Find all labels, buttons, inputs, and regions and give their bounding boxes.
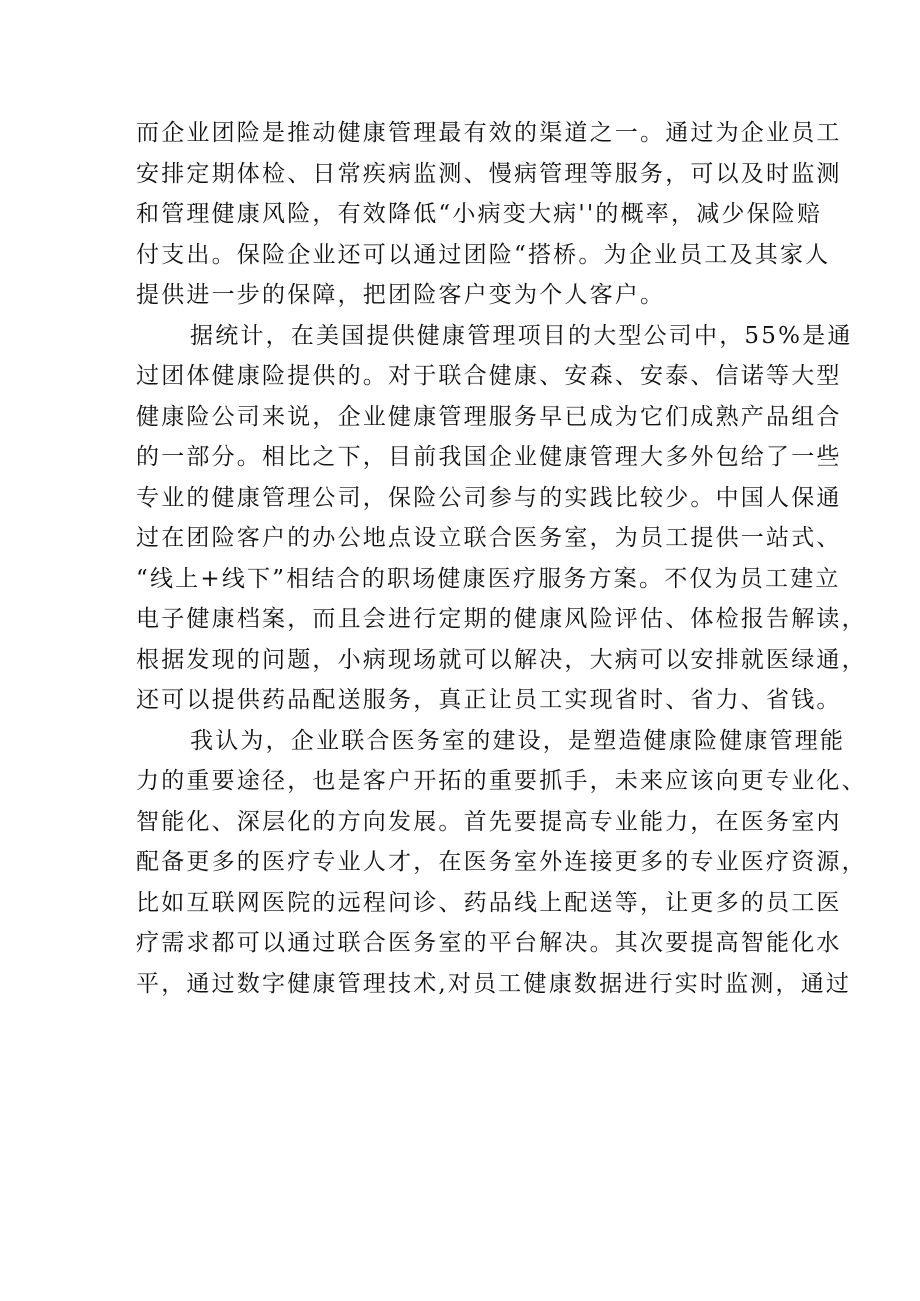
text-line: “线上+线下”相结合的职场健康医疗服务方案。不仅为员工建立	[136, 565, 841, 592]
text-line: 提供进一步的保障，把团险客户变为个人客户。	[136, 282, 666, 308]
text-line: 电子健康档案，而且会进行定期的健康风险评估、体检报告解读，	[136, 606, 867, 632]
text-line: 付支出。保险企业还可以通过团险“搭桥。为企业员工及其家人	[136, 241, 831, 268]
text-line: 平，通过数字健康管理技术,对员工健康数据进行实时监测，通过	[136, 970, 852, 997]
text-line: 力的重要途径，也是客户开拓的重要抓手，未来应该向更专业化、	[136, 768, 867, 794]
body-text	[136, 113, 867, 1004]
text-line: 智能化、深层化的方向发展。首先要提高专业能力，在医务室内	[136, 808, 842, 835]
text-line: 和管理健康风险，有效降低“小病变大病''的概率，减少保险赔	[136, 201, 823, 227]
text-line: 根据发现的问题，小病现场就可以解决，大病可以安排就医绿通，	[136, 646, 867, 673]
text-line: 过在团险客户的办公地点设立联合医务室，为员工提供一站式、	[136, 525, 842, 551]
text-line: 我认为，企业联合医务室的建设，是塑造健康险健康管理能	[190, 727, 846, 754]
text-line: 健康险公司来说，企业健康管理服务早已成为它们成熟产品组合	[136, 403, 842, 430]
text-line: 专业的健康管理公司，保险公司参与的实践比较少。中国人保通	[136, 484, 842, 511]
text-line: 的一部分。相比之下，目前我国企业健康管理大多外包给了一些	[136, 444, 842, 470]
text-line: 据统计，在美国提供健康管理项目的大型公司中，55%是通	[190, 322, 853, 349]
text-line: 而企业团险是推动健康管理最有效的渠道之一。通过为企业员工	[136, 120, 842, 146]
text-line: 还可以提供药品配送服务，真正让员工实现省时、省力、省钱。	[136, 687, 842, 713]
text-line: 过团体健康险提供的。对于联合健康、安森、安泰、信诺等大型	[136, 363, 842, 389]
paragraph-2	[136, 316, 867, 721]
text-line: 疗需求都可以通过联合医务室的平台解决。其次要提高智能化水	[136, 930, 842, 956]
text-line: 比如互联网医院的远程问诊、药品线上配送等，让更多的员工医	[136, 889, 842, 916]
paragraph-1	[136, 113, 842, 316]
paragraph-3	[136, 721, 867, 1005]
text-line: 配备更多的医疗专业人才，在医务室外连接更多的专业医疗资源，	[136, 849, 867, 875]
text-line: 安排定期体检、日常疾病监测、慢病管理等服务，可以及时监测	[136, 160, 842, 187]
